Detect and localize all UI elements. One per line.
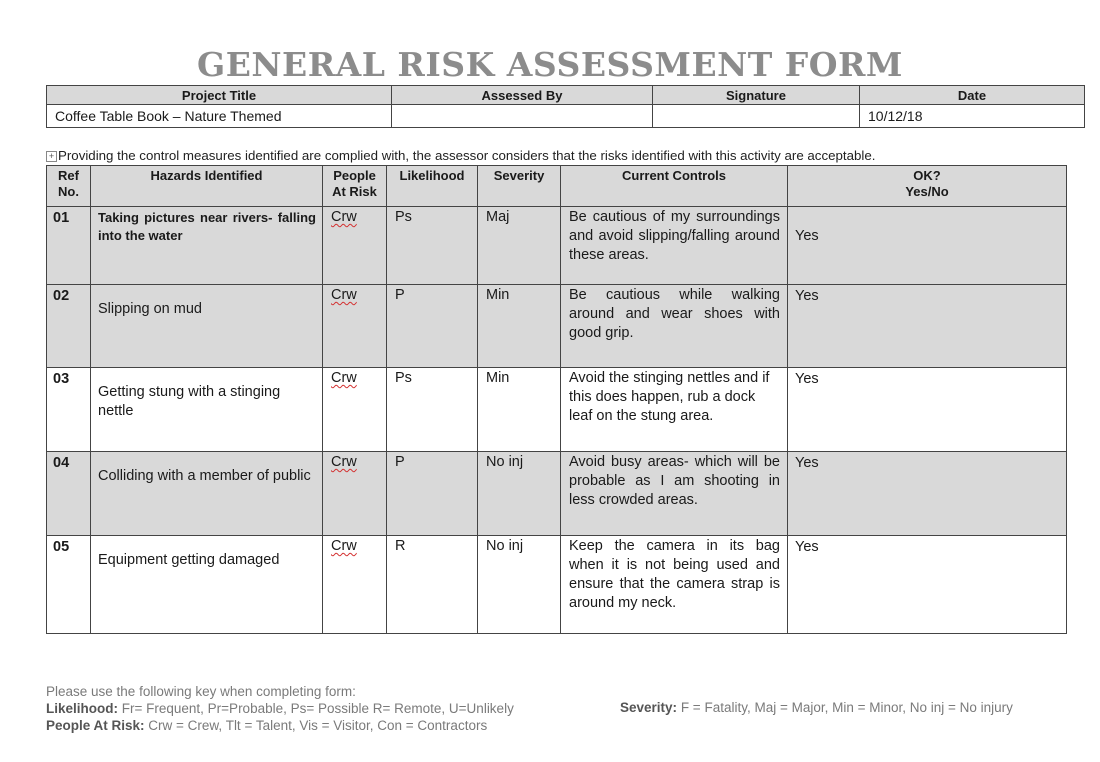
controls-cell[interactable]: Avoid the stinging nettles and if this does happen, rub a dock leaf on the stung area. (561, 368, 788, 452)
table-row (47, 368, 1067, 452)
severity-cell[interactable]: Min (478, 368, 561, 452)
date-value[interactable]: 10/12/18 (860, 105, 1085, 128)
likelihood-cell[interactable]: P (387, 452, 478, 536)
ok-cell[interactable]: Yes (788, 207, 1067, 285)
likelihood-cell[interactable]: P (387, 285, 478, 368)
severity-cell[interactable]: Maj (478, 207, 561, 285)
hazards-header: Hazards Identified (91, 166, 323, 207)
likelihood-cell[interactable]: Ps (387, 207, 478, 285)
key-likelihood: Likelihood: Fr= Frequent, Pr=Probable, Ps= Possible R= Remote, U=Unlikely (46, 701, 514, 716)
controls-cell[interactable]: Avoid busy areas- which will be probable as I am shooting in less crowded areas. (561, 452, 788, 536)
ref-cell: 04 (47, 452, 91, 536)
ref-header: Ref No. (47, 166, 91, 207)
table-row (47, 536, 1067, 634)
people-cell[interactable]: Crw (323, 368, 387, 452)
table-row (47, 452, 1067, 536)
key-people: People At Risk: Crw = Crew, Tlt = Talent, Vis = Visitor, Con = Contractors (46, 718, 488, 733)
controls-cell[interactable]: Keep the camera in its bag when it is not being used and ensure that the camera strap is around my neck. (561, 536, 788, 634)
people-cell[interactable]: Crw (323, 207, 387, 285)
ok-cell[interactable]: Yes (788, 452, 1067, 536)
project-title-header: Project Title (47, 86, 392, 105)
ref-cell: 05 (47, 536, 91, 634)
table-row (47, 285, 1067, 368)
hazard-cell[interactable]: Colliding with a member of public (91, 452, 323, 536)
signature-header: Signature (653, 86, 860, 105)
severity-cell[interactable]: No inj (478, 536, 561, 634)
ref-cell: 01 (47, 207, 91, 285)
project-info-table (46, 85, 1085, 128)
hazard-cell[interactable]: Equipment getting damaged (91, 536, 323, 634)
risk-table (46, 165, 1067, 634)
table-row (47, 207, 1067, 285)
notice-text: Providing the control measures identified are complied with, the assessor considers that the risks identified with this activity are acceptable. (58, 148, 876, 163)
likelihood-header: Likelihood (387, 166, 478, 207)
date-header: Date (860, 86, 1085, 105)
assessed-by-value[interactable] (392, 105, 653, 128)
key-intro: Please use the following key when completing form: (46, 684, 356, 699)
form-title: GENERAL RISK ASSESSMENT FORM (197, 45, 903, 84)
people-header: People At Risk (323, 166, 387, 207)
key-severity: Severity: F = Fatality, Maj = Major, Min = Minor, No inj = No injury (620, 700, 1013, 715)
ok-cell[interactable]: Yes (788, 285, 1067, 368)
ok-header: OK? Yes/No (788, 166, 1067, 207)
hazard-cell[interactable]: Getting stung with a stinging nettle (91, 368, 323, 452)
likelihood-cell[interactable]: Ps (387, 368, 478, 452)
ok-cell[interactable]: Yes (788, 536, 1067, 634)
hazard-cell[interactable]: Taking pictures near rivers- falling into the water (91, 207, 323, 285)
people-cell[interactable]: Crw (323, 285, 387, 368)
controls-header: Current Controls (561, 166, 788, 207)
risk-table-header (47, 166, 1067, 207)
severity-cell[interactable]: Min (478, 285, 561, 368)
people-cell[interactable]: Crw (323, 536, 387, 634)
likelihood-cell[interactable]: R (387, 536, 478, 634)
form-key (46, 683, 514, 734)
people-cell[interactable]: Crw (323, 452, 387, 536)
ref-cell: 03 (47, 368, 91, 452)
project-title-value[interactable]: Coffee Table Book – Nature Themed (47, 105, 392, 128)
acceptance-notice (46, 148, 875, 163)
signature-value[interactable] (653, 105, 860, 128)
ok-cell[interactable]: Yes (788, 368, 1067, 452)
table-move-handle-icon[interactable]: + (46, 151, 57, 162)
assessed-by-header: Assessed By (392, 86, 653, 105)
controls-cell[interactable]: Be cautious of my surroundings and avoid slipping/falling around these areas. (561, 207, 788, 285)
hazard-cell[interactable]: Slipping on mud (91, 285, 323, 368)
ref-cell: 02 (47, 285, 91, 368)
controls-cell[interactable]: Be cautious while walking around and wear shoes with good grip. (561, 285, 788, 368)
severity-header: Severity (478, 166, 561, 207)
severity-cell[interactable]: No inj (478, 452, 561, 536)
